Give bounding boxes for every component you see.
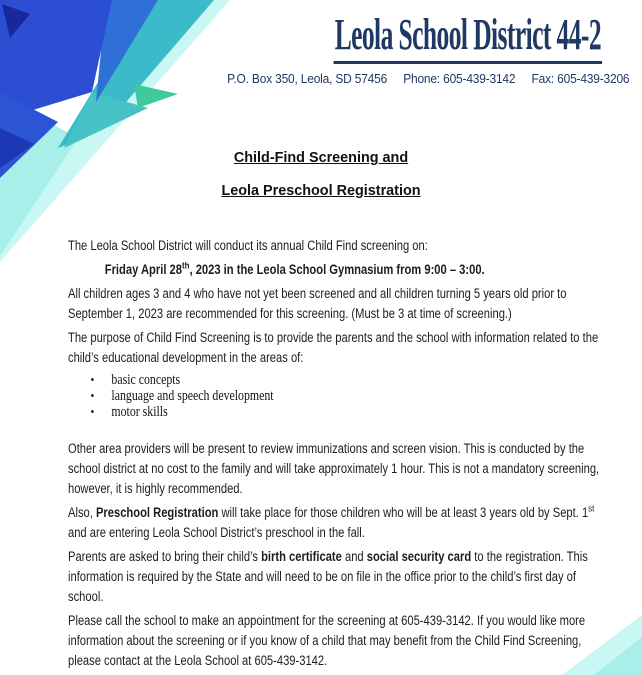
text-segment: Also, [68, 504, 96, 520]
text-segment: Other area providers will be present to review immunizations and screen vision. This is conducted by the school district at no cost to the family and will take approximately 1 hour. This is not a mandatory screening, however, it is highly recommended. [68, 440, 600, 496]
paragraph [68, 284, 612, 324]
paragraph [68, 328, 612, 368]
text-segment: and are entering Leola School District’s preschool in the fall. [68, 524, 365, 540]
paragraph [68, 439, 612, 499]
letterhead [139, 10, 602, 64]
phone-text: Phone: 605-439-3142 [402, 72, 515, 86]
text-segment: Parents are asked to bring their child’s [68, 548, 262, 564]
text-segment: birth certificate [261, 548, 342, 564]
notice-title [0, 150, 642, 199]
text-segment: Friday April 28 [104, 262, 183, 277]
text-segment: Please call the school to make an appointment for the screening at 605-439-3142. If you would like more information about the screening or if you know of a child that may benefit from the Child Find Screening, please contact at the Leola School at 605-439-3142. [68, 612, 586, 668]
text-segment: The purpose of Child Find Screening is to provide the parents and the school with information related to the child’s educational development in the areas of: [68, 330, 599, 365]
paragraph [68, 503, 612, 543]
paragraph [68, 547, 612, 607]
text-segment: will take place for those children who will be at least 3 years old by Sept. 1 [218, 504, 589, 520]
fax-text: Fax: 605-439-3206 [531, 72, 629, 86]
art-shape [134, 84, 178, 108]
text-segment: social security card [366, 548, 472, 564]
text-segment: and [341, 548, 367, 564]
bullet-item: • language and speech development [68, 388, 612, 404]
bullet-list [68, 372, 612, 421]
text-segment: Preschool Registration [95, 504, 219, 520]
text-segment: All children ages 3 and 4 who have not yet been screened and all children turning 5 years old prior to September 1, 2023 are recommended for this screening. (Must be 3 at time of screening.) [68, 286, 567, 321]
district-name: Leola School District 44-2 [333, 10, 602, 64]
text-segment: to the registration. This information is required by the State and will need to be on file in the office prior to the child’s first day of school. [68, 548, 588, 604]
paragraph [68, 236, 612, 256]
document-body [68, 236, 612, 675]
notice-title-line-1: Child-Find Screening and [233, 150, 409, 166]
notice-title-line-2: Leola Preschool Registration [221, 183, 421, 199]
text-segment: , 2023 in the Leola School Gymnasium from 9:00 – 3:00. [189, 262, 485, 277]
paragraph-spacer [68, 431, 612, 439]
bullet-item: • motor skills [68, 404, 612, 420]
text-segment: th [182, 260, 190, 272]
paragraph [68, 260, 612, 280]
paragraph [68, 611, 612, 671]
address-text: P.O. Box 350, Leola, SD 57456 [226, 72, 387, 86]
text-segment: The Leola School District will conduct its annual Child Find screening on: [68, 238, 428, 253]
text-segment: st [588, 503, 595, 515]
bullet-item: • basic concepts [68, 372, 612, 388]
contact-line [227, 72, 629, 86]
